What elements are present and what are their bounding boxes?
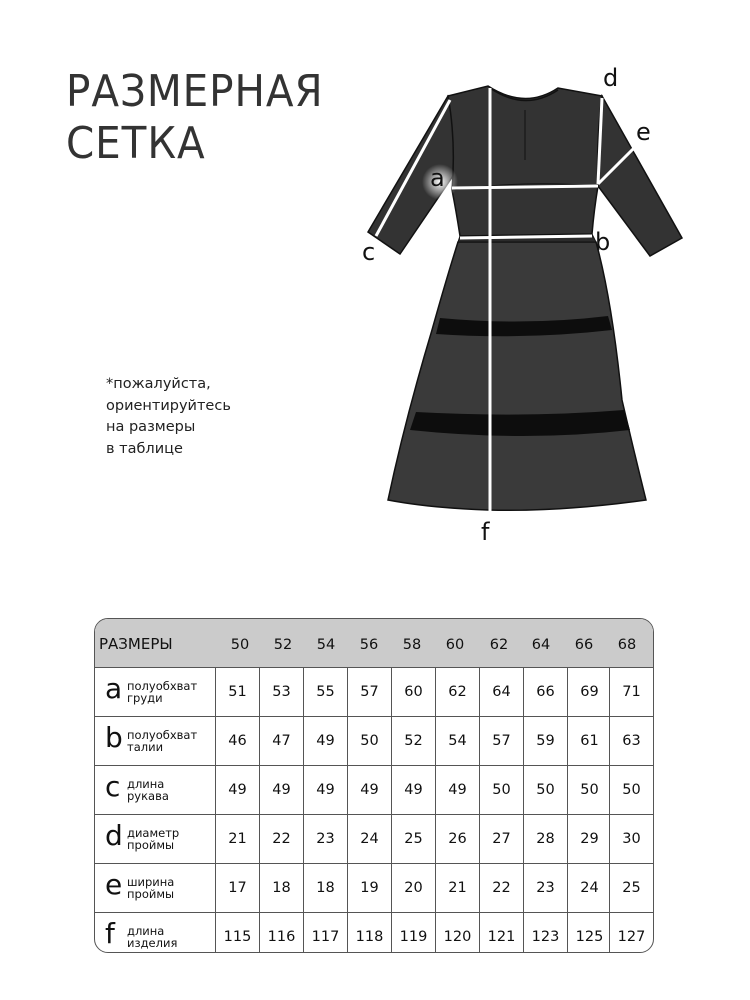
row-letter: f <box>105 917 115 950</box>
table-cell: 24 <box>567 864 611 913</box>
header-size: 60 <box>445 637 465 653</box>
table-cell: 50 <box>479 766 523 815</box>
table-cell: 66 <box>523 668 567 717</box>
header-size: 64 <box>531 637 551 653</box>
row-label: длина изделия <box>127 924 178 950</box>
table-row <box>95 814 653 864</box>
row-label: диаметр проймы <box>127 826 180 852</box>
row-letter: a <box>105 672 123 705</box>
note-line-2: ориентируйтесь <box>106 397 231 414</box>
table-cell: 57 <box>347 668 391 717</box>
dress-label-a: a <box>430 164 445 192</box>
table-cell: 21 <box>435 864 479 913</box>
table-cell: 25 <box>609 864 653 913</box>
table-cell: 119 <box>391 913 435 953</box>
table-cell: 115 <box>215 913 259 953</box>
dress-label-e: e <box>636 118 651 146</box>
table-cell: 61 <box>567 717 611 766</box>
table-cell: 121 <box>479 913 523 953</box>
header-size: 58 <box>402 637 422 653</box>
table-cell: 117 <box>303 913 347 953</box>
title-line-1: РАЗМЕРНАЯ <box>66 66 324 117</box>
note-line-1: *пожалуйста, <box>106 376 211 392</box>
table-cell: 55 <box>303 668 347 717</box>
table-cell: 47 <box>259 717 303 766</box>
table-cell: 50 <box>567 766 611 815</box>
table-cell: 59 <box>523 717 567 766</box>
bodice <box>448 86 602 236</box>
table-cell: 25 <box>391 815 435 864</box>
table-cell: 71 <box>609 668 653 717</box>
table-cell: 24 <box>347 815 391 864</box>
dress-label-b: b <box>595 228 611 256</box>
table-cell: 49 <box>259 766 303 815</box>
row-letter: b <box>105 721 123 754</box>
table-cell: 54 <box>435 717 479 766</box>
table-cell: 18 <box>259 864 303 913</box>
table-cell: 60 <box>391 668 435 717</box>
table-cell: 49 <box>391 766 435 815</box>
note-line-3: на размеры <box>106 419 196 435</box>
table-cell: 120 <box>435 913 479 953</box>
header-size: 68 <box>617 637 637 653</box>
table-cell: 63 <box>609 717 653 766</box>
table-cell: 125 <box>567 913 611 953</box>
table-cell: 57 <box>479 717 523 766</box>
table-cell: 123 <box>523 913 567 953</box>
measure-line-a <box>452 186 598 188</box>
table-row <box>95 912 653 953</box>
dress-label-c: c <box>362 238 376 266</box>
row-letter: c <box>105 770 121 803</box>
header-size: 66 <box>574 637 594 653</box>
table-cell: 28 <box>523 815 567 864</box>
dress-label-d: d <box>603 64 619 92</box>
table-cell: 27 <box>479 815 523 864</box>
skirt <box>388 242 646 510</box>
table-cell: 29 <box>567 815 611 864</box>
table-cell: 21 <box>215 815 259 864</box>
header-size: 50 <box>230 637 250 653</box>
header-size: 62 <box>489 637 509 653</box>
table-cell: 127 <box>609 913 653 953</box>
table-cell: 50 <box>523 766 567 815</box>
table-cell: 22 <box>259 815 303 864</box>
row-label: полуобхват груди <box>127 679 198 705</box>
table-cell: 50 <box>609 766 653 815</box>
row-label: полуобхват талии <box>127 728 198 754</box>
table-row <box>95 716 653 766</box>
table-cell: 49 <box>435 766 479 815</box>
table-cell: 17 <box>215 864 259 913</box>
table-row <box>95 863 653 913</box>
header-size: 56 <box>359 637 379 653</box>
table-cell: 69 <box>567 668 611 717</box>
table-cell: 52 <box>391 717 435 766</box>
table-cell: 30 <box>609 815 653 864</box>
table-cell: 116 <box>259 913 303 953</box>
row-label: длина рукава <box>127 777 169 803</box>
table-cell: 62 <box>435 668 479 717</box>
table-cell: 49 <box>303 717 347 766</box>
header-label: РАЗМЕРЫ <box>99 635 173 653</box>
table-cell: 49 <box>347 766 391 815</box>
table-cell: 20 <box>391 864 435 913</box>
table-cell: 22 <box>479 864 523 913</box>
table-row <box>95 667 653 717</box>
table-cell: 53 <box>259 668 303 717</box>
dress-label-f: f <box>481 518 490 546</box>
header-size: 54 <box>316 637 336 653</box>
title-line-2: СЕТКА <box>66 118 206 169</box>
measure-line-b <box>460 236 592 238</box>
table-cell: 46 <box>215 717 259 766</box>
row-letter: d <box>105 819 123 852</box>
table-cell: 49 <box>303 766 347 815</box>
size-table <box>94 618 654 953</box>
table-cell: 51 <box>215 668 259 717</box>
header-size: 52 <box>273 637 293 653</box>
table-cell: 23 <box>523 864 567 913</box>
table-cell: 49 <box>215 766 259 815</box>
table-cell: 50 <box>347 717 391 766</box>
size-note <box>106 374 306 460</box>
table-cell: 118 <box>347 913 391 953</box>
table-cell: 19 <box>347 864 391 913</box>
table-cell: 18 <box>303 864 347 913</box>
table-cell: 23 <box>303 815 347 864</box>
page-title <box>66 66 342 170</box>
row-letter: e <box>105 868 123 901</box>
row-label: ширина проймы <box>127 875 175 901</box>
table-row <box>95 765 653 815</box>
note-line-4: в таблице <box>106 440 183 457</box>
table-header <box>95 619 653 667</box>
table-cell: 64 <box>479 668 523 717</box>
table-cell: 26 <box>435 815 479 864</box>
